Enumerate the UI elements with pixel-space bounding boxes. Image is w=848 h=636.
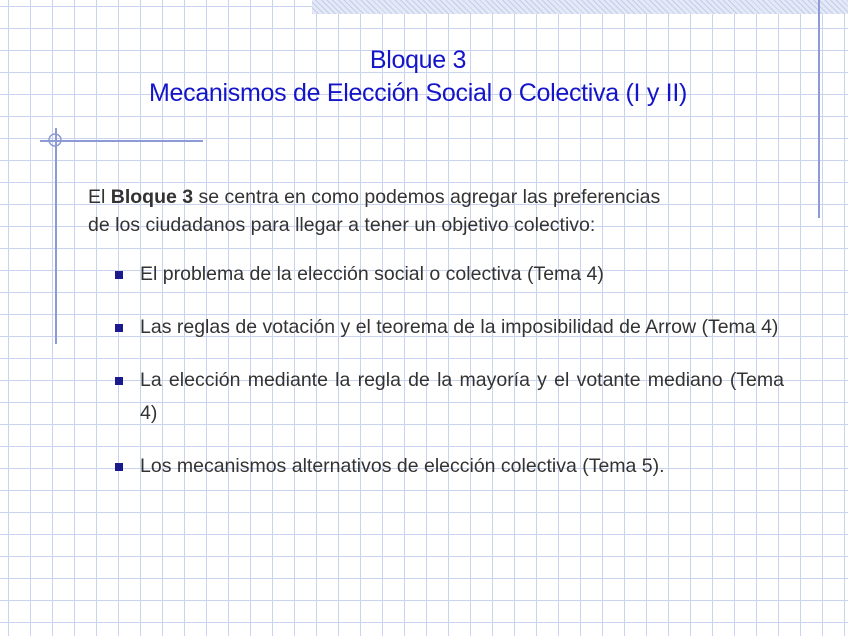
square-bullet-icon [115,377,123,385]
intro-bold-term: Bloque 3 [110,186,194,208]
intro-prefix: El [88,186,111,208]
left-vertical-rule [55,128,57,344]
top-decorative-band [312,0,848,14]
slide-title-line-2: Mecanismos de Elección Social o Colectiva (I y II) [149,79,687,107]
square-bullet-icon [115,324,123,332]
intro-line-1 [88,183,788,211]
crosshair-icon [47,132,63,148]
list-item-text: El problema de la elección social o colectiva (Tema 4) [140,263,604,285]
slide-title [0,44,836,110]
list-item [110,311,784,344]
list-item-text: Las reglas de votación y el teorema de la imposibilidad de Arrow (Tema 4) [140,316,779,338]
list-item [110,364,784,430]
intro-paragraph [88,183,788,239]
list-item-text: Los mecanismos alternativos de elección colectiva (Tema 5). [140,455,665,477]
square-bullet-icon [115,463,123,471]
bullet-list [110,258,784,503]
intro-line-2: de los ciudadanos para llegar a tener un objetivo colectivo: [88,214,596,236]
square-bullet-icon [115,271,123,279]
slide-title-line-1: Bloque 3 [369,46,467,74]
list-item [110,258,784,291]
list-item-text: La elección mediante la regla de la mayoría y el votante mediano (Tema 4) [140,369,784,424]
intro-line-1-rest: se centra en como podemos agregar las preferencias [193,186,661,208]
title-underline-rule [40,140,203,142]
list-item [110,450,784,483]
